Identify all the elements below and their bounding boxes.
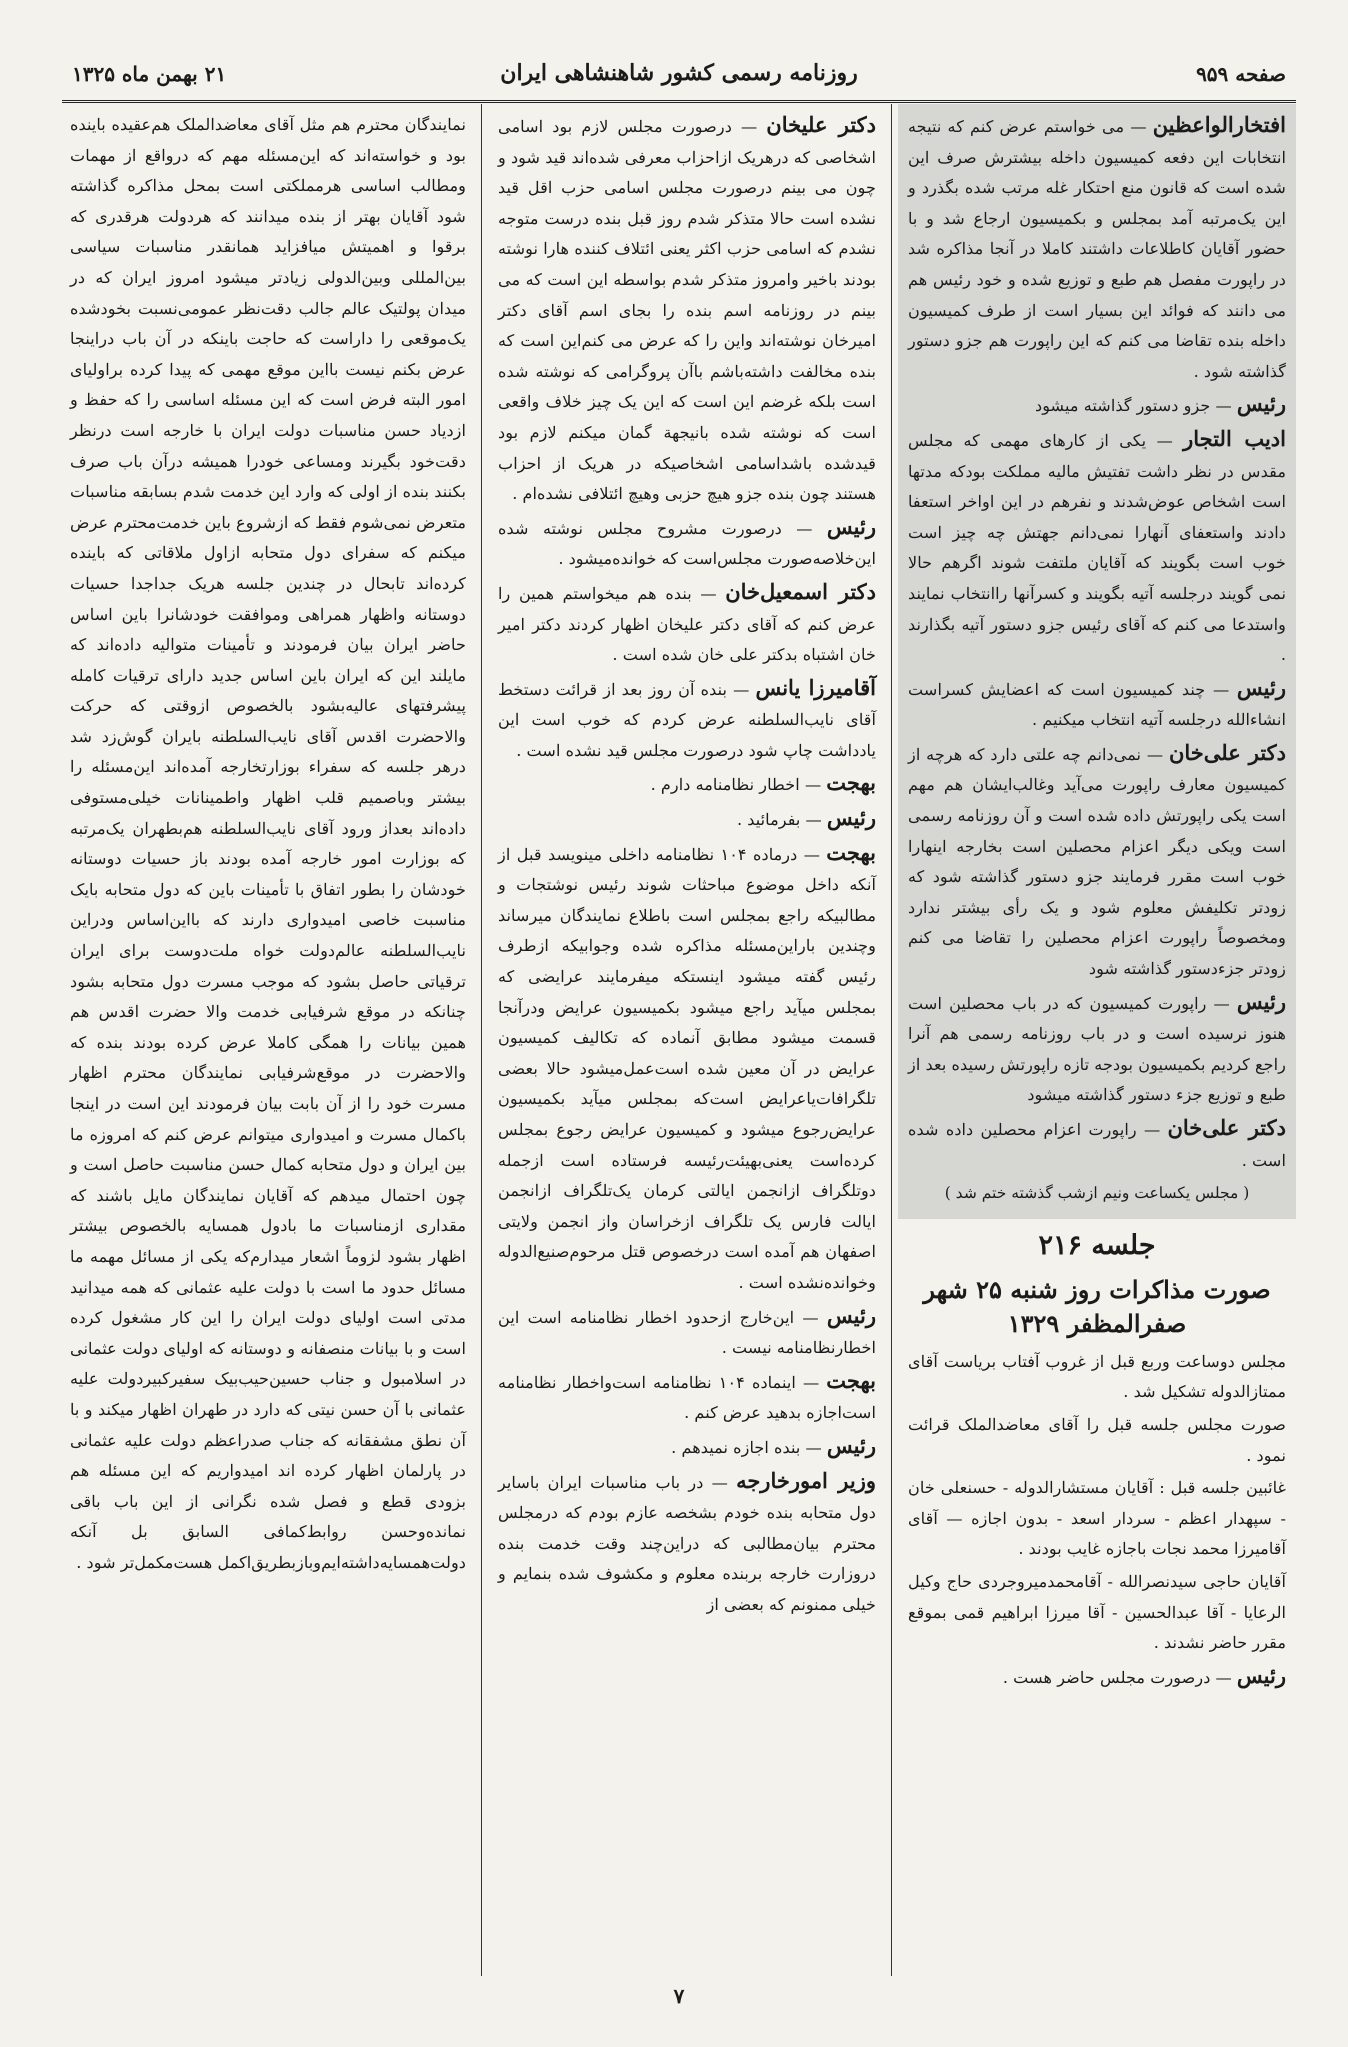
speech-text: — بنده آن روز بعد از قرائت دستخط آقای نایب‌السلطنه عرض کردم که خوب است این یادداشت چاپ شود درصورت مجلس قید نشده است . xyxy=(498,679,876,760)
speaker-name: دکتر اسمعیل‌خان xyxy=(725,578,877,604)
speaker-name: بهجت xyxy=(826,1367,876,1393)
masthead xyxy=(62,52,1296,103)
right-column xyxy=(898,104,1296,1976)
speech-text: — درصورت مجلس لازم بود اسامی اشخاصی که درهریک ازاحزاب معرفی شده‌اند قید شود و چون می بینم درصورت مجلس اسامی حزب اقل قید نشده است حالا متذکر شدم روز قبل بنده درست متوجه نشدم که اسامی حزب اکثر یعنی ائتلاف کننده هارا نوشته بودند باخیر وامروز متذکر شدم بواسطه این است که می بینم در روزنامه اسم بنده را بجای اسم آقای دکتر امیرخان نوشته‌اند واین را که عرض می کنم‌این است که بنده مخالفت داشته‌باشم باآن پروگرامی که نوشته شده است بلکه غرضم این است که این یک چیز خلاف واقعی است که نوشته شده بانیجهة گمان میکنم لازم بود قیدشده باشداسامی اشخاصیکه در هریک از احزاب هستند چون بنده جزو هیچ حزبی وهیچ ائتلافی نشده‌ام . xyxy=(498,117,876,504)
speaker-name: رئیس xyxy=(1236,391,1286,417)
speech-text: — بنده هم میخواستم همین را عرض کنم که آقای دکتر علیخان اظهار کردند دکتر امیر خان اشتباه بدکتر علی خان شده است . xyxy=(498,583,876,665)
speaker-paragraph xyxy=(908,1113,1286,1176)
speaker-paragraph xyxy=(498,1366,876,1429)
session-paragraph: آقایان حاجی سیدنصرالله - آقامحمدمیروجردی حاج وکیل الرعایا - آقا عبدالحسین - آقا میرزا ابراهیم قمی بموقع مقرر حاضر نشدند . xyxy=(908,1571,1286,1653)
newspaper-page xyxy=(62,52,1296,2012)
page-number: ۷ xyxy=(673,1984,685,2008)
session-paragraph: غائبین جلسه قبل : آقایان مستشارالدوله - حسنعلی خان - سپهدار اعظم - سردار اسعد - بدون اجازه — آقای آقامیرزا محمد نجات باجازه غایب بودند . xyxy=(908,1478,1286,1559)
session-paragraph: مجلس دوساعت وربع قبل از غروب آفتاب بریاست آقای ممتازالدوله تشکیل شد . xyxy=(908,1351,1286,1402)
speaker-paragraph xyxy=(498,1431,876,1464)
speaker-paragraph xyxy=(908,673,1286,736)
shaded-debate-box xyxy=(898,104,1296,1219)
session-paragraph: صورت مجلس جلسه قبل را آقای معاضدالملک قرائت نمود . xyxy=(908,1414,1286,1465)
speaker-name: دکتر علی‌خان xyxy=(1167,1115,1286,1140)
speaker-paragraph xyxy=(498,803,876,836)
speaker-name: رئیس xyxy=(1236,674,1286,700)
speaker-name: وزیر امورخارجه xyxy=(736,1467,877,1493)
speech-text: — راپورت کمیسیون که در باب محصلین است هنوز نرسیده است و در باب روزنامه رسمی هم آنرا راجع کردیم بکمیسیون بودجه تازه راپورتش رسیده بعد از طبع و توزیع جزء دستور گذاشته میشود xyxy=(908,993,1286,1105)
speech-text: — یکی از کارهای مهمی که مجلس مقدس در نظر داشت تفتیش مالیه مملکت بودکه مدتها است اشخاص عوض‌شدند و نفرهم در این اواخر استعفا دادند واستعفای آنهارا نمی‌دانم جهتش چه چیز است خوب است بگویند که آقایان ملتفت شوند اگرهم حالا نمی گویند درجلسه آتیه بگویند و کسرآنها راانتخاب نمایند واستدعا می کنم که آقای رئیس جزو دستور آتیه بگذارند . xyxy=(908,430,1286,665)
speaker-name: رئیس xyxy=(1236,1662,1286,1688)
speaker-paragraph xyxy=(908,389,1286,422)
speech-text: — نمی‌دانم چه علتی دارد که هرچه از کمیسیون معارف راپورت می‌آید وغالب‌ایشان هم مهم است یکی راپورتش داده شده است و آن روزنامه رسمی است ویکی دیگر اعزام محصلین است بخارجه اینهارا خوب است مقرر فرمایند جزو دستور گذاشته شود که زودتر تکلیفش معلوم شود و یک رأی بیشتر ندارد ومخصوصاً راپورت اعزام محصلین را تقاضا می کنم زودتر جزءدستور گذاشته شود xyxy=(908,744,1286,979)
session-subtitle: صورت مذاکرات روز شنبه ۲۵ شهر صفرالمظفر ۱۳۲۹ xyxy=(923,1274,1271,1338)
speaker-name: رئیس xyxy=(826,1432,876,1458)
left-column xyxy=(62,104,476,1976)
speaker-name: آقامیرزا یانس xyxy=(755,674,876,700)
speech-text: — بفرمائید . xyxy=(737,810,827,830)
speaker-paragraph xyxy=(498,577,876,671)
speaker-paragraph xyxy=(498,768,876,801)
speaker-paragraph xyxy=(498,110,876,510)
speaker-paragraph xyxy=(498,673,876,767)
speech-text: — اینماده ۱۰۴ نظامنامه است‌واخطار نظامنامه است‌اجازه بدهید عرض کنم . xyxy=(498,1372,876,1423)
speaker-name: بهجت xyxy=(826,770,876,796)
speaker-paragraph xyxy=(908,987,1286,1111)
speaker-name: رئیس xyxy=(1236,988,1286,1014)
speech-text: — چند کمیسیون است که اعضایش کسراست انشاءالله درجلسه آتیه انتخاب میکنیم . xyxy=(908,679,1286,730)
speech-text: — جزو دستور گذاشته میشود xyxy=(1034,396,1237,416)
speaker-paragraph xyxy=(498,838,876,1299)
speaker-paragraph xyxy=(908,110,1286,387)
speaker-name: افتخارالواعظین xyxy=(1152,112,1286,137)
speaker-name: بهجت xyxy=(826,839,876,865)
column-divider xyxy=(481,104,482,1976)
issue-date: ۲۱ بهمن ماه ۱۳۲۵ xyxy=(72,62,227,86)
speech-text: — درصورت مشروح مجلس نوشته شده این‌خلاصه‌صورت مجلس‌است که خوانده‌میشود . xyxy=(498,518,876,569)
speaker-name: رئیس xyxy=(826,1302,876,1328)
speech-text: — درماده ۱۰۴ نظامنامه داخلی مینویسد قبل از آنکه داخل موضوع مباحثات شوند رئیس نوشتجات و مطالبیکه راجع بمجلس است باطلاع نمایندگان میرساند وچندین بار‌این‌مسئله مذاکره شده وجوابیکه ازطرف رئیس گفته میشود اینستکه میفرمایند عرایضی که بمجلس میآید راجع میشود بکمیسیون عرایض ودرآنجا قسمت میشود مطابق آنماده که تکالیف کمیسیون عرایض در آن معین شده است‌عمل‌میشود حالا بعضی تلگرافات‌یاعرایض است‌که بمجلس میآید بکمیسیون عرایض‌رجوع میشود و کمیسیون عرایض رجوع بمجلس کرده‌است یعنی‌بهیئت‌رئیسه فرستاده است ازجمله دوتلگراف ازانجمن ایالتی کرمان یک‌تلگراف ازانجمن ایالت فارس یک تلگراف ازخراسان واز انجمن ولایتی اصفهان هم آمده است درخصوص قتل مرحوم‌صنیع‌الدوله وخوانده‌نشده است . xyxy=(498,844,876,1292)
speaker-paragraph xyxy=(498,1301,876,1364)
speech-text: — در باب مناسبات ایران باسایر دول متحابه بنده خودم بشخصه عازم بودم که درمجلس محترم بیان‌مطالبی که دراین‌چند وقت خدمت بنده دروزارت خارجه بربنده معلوم و مکشوف شده بنمایم و خیلی ممنونم که بعضی از xyxy=(498,1472,876,1614)
page-label: صفحه ۹۵۹ xyxy=(1196,62,1286,86)
session-title: جلسه ۲۱۶ xyxy=(1038,1229,1156,1261)
adjourn-note: ( مجلس یکساعت ونیم ازشب گذشته ختم شد ) xyxy=(944,1184,1250,1203)
speech-text: — اخطار نظامنامه دارم . xyxy=(650,775,827,795)
middle-column xyxy=(488,104,886,1976)
speech-text: — این‌خارج ازحدود اخطار نظامنامه است این اخطارنظامنامه نیست . xyxy=(498,1307,876,1358)
speaker-name: ادیب التجار xyxy=(1183,425,1286,451)
speaker-paragraph xyxy=(498,1466,876,1621)
speaker-name: رئیس xyxy=(826,805,876,831)
speaker-paragraph xyxy=(908,424,1286,671)
column-divider xyxy=(891,104,892,1976)
speech-text: — راپورت اعزام محصلین داده شده است . xyxy=(908,1120,1286,1170)
speech-text: — می خواستم عرض کنم که نتیجه انتخابات این دفعه کمیسیون داخله بیشترش صرف این شده است که قانون منع احتکار غله مرتب شده بگذرد و این یک‌مرتبه آمد بمجلس و بکمیسیون ارجاع شد و با حضور آقایان کاطلاعات داشتند کاملا در آنجا مذاکره شد در راپورت مفصل هم طبع و توزیع شده و خود رئیس هم می دانند که فوائد این بسیار است از طرف کمیسیون داخله بنده تقاضا می کنم که این راپورت هم جزو دستور گذاشته شود . xyxy=(908,117,1286,381)
body-text: نمایندگان محترم هم مثل آقای معاضدالملک هم‌عقیده باینده بود و خواسته‌اند که این‌مسئله مهم که درواقع از مهمات ومطالب اساسی هرمملکتی است بمحل مذاکره گذاشته شود آقایان بهتر از بنده میدانند که هردولت هرقدری که برقوا و اهمیتش میافزاید همانقدر مناسبات سیاسی بین‌المللی وبین‌الدولی زیادتر میشود امروز ایران که در میدان پولتیک عالم جالب دقت‌نظر عمومی‌نسبت بخودشده یک‌موقعی را داراست که حاجت باینکه در آن باب دراینجا عرض بکنم نیست بااین موقع مهمی که پیدا کرده براولیای امور البته فرض است که این مسئله اساسی را که حفظ و ازدیاد حسن مناسبات دولت ایران با خارجه است درنظر دقت‌خود بگیرند ومساعی خودرا همیشه درآن باب صرف بکنند بنده از اولی که وارد این خدمت شدم بسابقه مناسبات متعرض نمی‌شوم فقط که ازشروع باین خدمت‌محترم عرض میکنم که سفرای دول متحابه ازاول ملاقاتی که باینده کرده‌اند تابحال در چندین جلسه هریک جداجدا حسیات دوستانه واظهار همراهی وموافقت خودشانرا باین اساس حاضر ایران بیان فرمودند و تأمینات متوالیه داده‌اند که مایلند این که ایران باین اساس جدید دارای ترقیات کامله پیشرفتهای عالیه‌بشود بالخصوص ازوقتی که حرکت والاحضرت اقدس آقای نایب‌السلطنه بایران گوش‌زد شد درهر جلسه که سفراء بوزارتخارجه آمده‌اند این‌مسئله را بیشتر وباصمیم قلب اظهار واطمینانات خیلی‌مستوفی داده‌اند بعداز ورود آقای نایب‌السلطنه هم‌بطهران یک‌مرتبه که بوزارت امور خارجه آمده بودند باز حسیات دوستانه خودشان را بطور اتفاق با تأمینات باین که دول متحابه بایک مناسبت خاصی امیدواری دارند که بااین‌اساس ودراین نایب‌السلطنه عالم‌دولت خواه ملت‌دوست برای ایران ترقیاتی حاصل بشود که موجب مسرت دول متحابه بشود چنانکه در موقع شرفیابی خدمت والا حضرت اقدس هم همین بیانات را همگی کاملا عرض کرده بودند بنده که والاحضرت در موقع‌شرفیابی نمایندگان محترم اظهار مسرت خود را از آن بابت بیان فرمودند این است در اینجا باکمال مسرت و امیدواری میتوانم عرض کنم که امروزه ما بین ایران و دول متحابه کمال حسن مناسبت حاصل است و چون احتمال میدهم که آقایان نمایندگان مایل باشند که مقداری ازمناسبات ما بادول همسایه بالخصوص بیشتر اظهار بشود لزوماً اشعار میدارم‌که یکی از مسائل مهمه ما مسائل حدود ما است با دولت علیه عثمانی که همه میدانید مدتی است اولیای دولت ایران را این کار مشغول کرده است و با بیانات منصفانه و دوستانه که اولیای دولت عثمانی در اسلامبول و جناب حسین‌حیب‌بیک سفیرکبیر‌دولت علیه عثمانی با آن حسن نیتی که دارد در طهران اظهار میکند و با آن نطق مشفقانه که جناب صدراعظم دولت علیه عثمانی در پارلمان اظهار کرده اند امیدواریم که این مسئله هم بزودی قطع و فصل شده نگرانی از این باب باقی نمانده‌وحسن روابط‌کمافی السابق بل آنکه دولت‌همسایه‌داشته‌ایم‌وبازبطریق‌اکمل هست‌مکمل‌تر شود . xyxy=(70,115,466,1572)
speaker-paragraph xyxy=(908,738,1286,985)
speaker-name: رئیس xyxy=(826,513,876,539)
speaker-name: دکتر علیخان xyxy=(766,112,877,137)
speech-text: — بنده اجازه نمیدهم . xyxy=(671,1437,827,1457)
newspaper-title: روزنامه رسمی کشور شاهنشاهی ایران xyxy=(500,60,858,86)
speaker-paragraph xyxy=(498,512,876,575)
speaker-paragraph xyxy=(908,1661,1286,1694)
speaker-name: دکتر علی‌خان xyxy=(1168,739,1287,765)
speech-text: — درصورت مجلس حاضر هست . xyxy=(1002,1667,1237,1687)
